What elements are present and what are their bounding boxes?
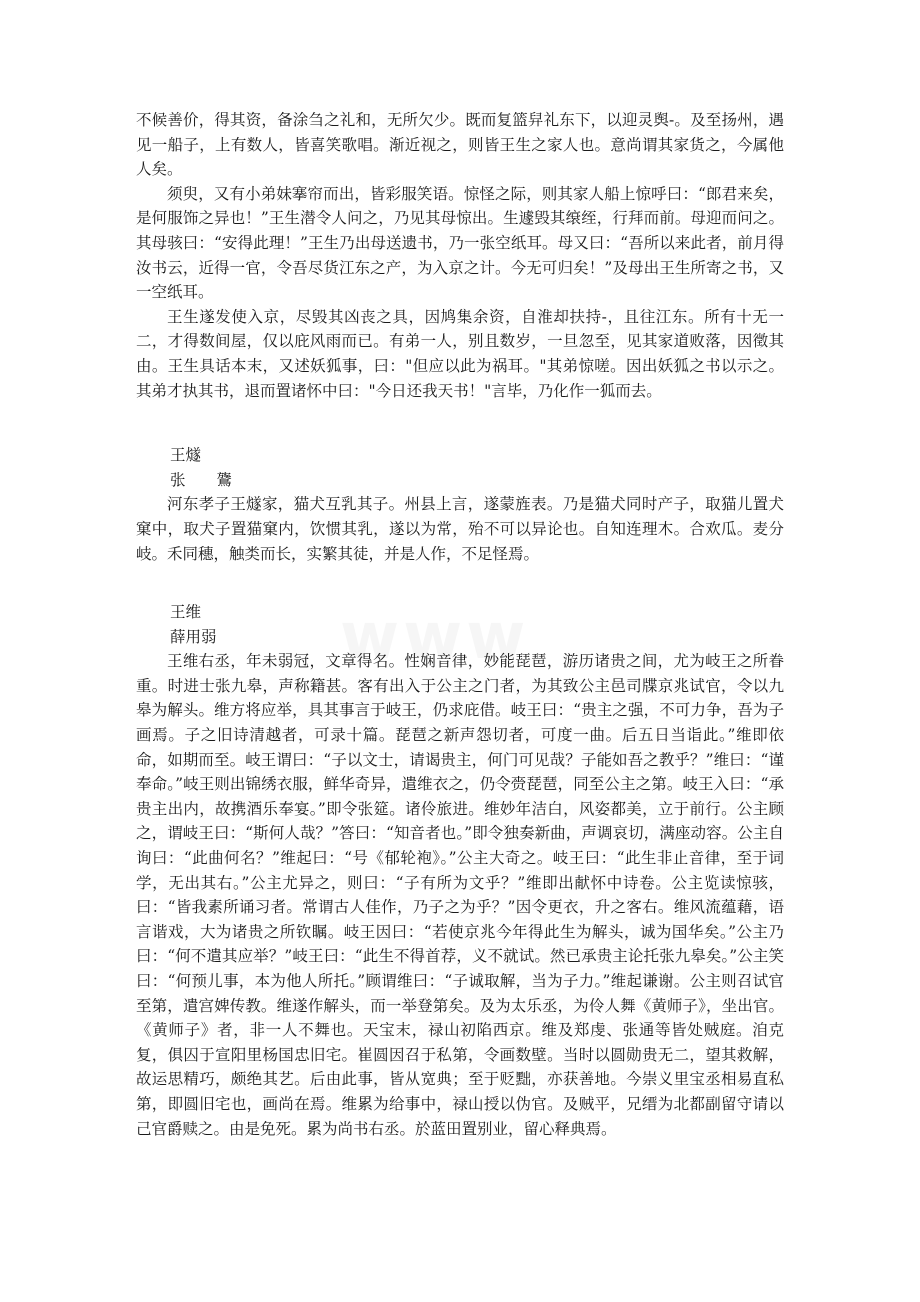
story2-author: 张 鷟: [170, 470, 233, 489]
story-wang-sui: [136, 443, 784, 566]
document-page: [136, 108, 784, 1141]
story-continuation: [136, 108, 784, 403]
story3-title: 王维: [170, 603, 202, 622]
story-wang-wei: [136, 600, 784, 1141]
story2-title: 王燧: [170, 446, 202, 465]
story1-paragraph-3: 王生遂发使入京，尽毁其凶丧之具，因鸠集余资，自淮却扶持-，且往江东。所有十无一二，才得数间屋，仅以庇风雨而已。有弟一人，别且数岁，一旦忽至，见其家道败落，因徵其由。王生具话本末，又述妖狐事，曰："但应以此为祸耳。"其弟惊嗟。因出妖狐之书以示之。其弟才执其书，退而置诸怀中曰："今日还我天书！"言毕，乃化作一狐而去。: [136, 307, 784, 400]
story1-paragraph-2: 须臾，又有小弟妹搴帘而出，皆彩服笑语。惊怪之际，则其家人船上惊呼曰：“郎君来矣，是何服饰之异也！”王生潜令人问之，乃见其母惊出。生遽毁其缞绖，行拜而前。母迎而问之。其母骇曰：“安得此理！”王生乃出母送遗书，乃一张空纸耳。母又曰：“吾所以来此者，前月得汝书云，近得一官，令吾尽货江东之产，为入京之计。今无可归矣！”及母出王生所寄之书，又一空纸耳。: [136, 184, 784, 302]
story3-author: 薛用弱: [170, 627, 217, 646]
story1-paragraph-1: 不候善价，得其资，备涂刍之礼和，无所欠少。既而复篮舁礼东下，以迎灵舆-。及至扬州，遇见一船子，上有数人，皆喜笑歌唱。渐近视之，则皆王生之家人也。意尚谓其家货之，今属他人矣。: [136, 111, 784, 179]
story2-paragraph-1: 河东孝子王燧家，猫犬互乳其子。州县上言，遂蒙旌表。乃是猫犬同时产子，取猫儿置犬窠中，取犬子置猫窠内，饮惯其乳，遂以为常，殆不可以异论也。自知连理木。合欢瓜。麦分岐。禾同穗，触类而长，实繁其徒，并是人作，不足怪焉。: [136, 495, 784, 563]
story3-paragraph-1: 王维右丞，年未弱冠，文章得名。性娴音律，妙能琵琶，游历诸贵之间，尤为岐王之所眷重。时进士张九皋，声称籍甚。客有出入于公主之门者，为其致公主邑司牒京兆试官，令以九皋为解头。维方将应举，具其事言于岐王，仍求庇借。岐王曰：“贵主之强，不可力争，吾为子画焉。子之旧诗清越者，可录十篇。琵琶之新声怨切者，可度一曲。后五日当诣此。”维即依命，如期而至。岐王谓曰：“子以文士，请谒贵主，何门可见哉？子能如吾之教乎？”维曰：“谨奉命。”岐王则出锦绣衣服，鲜华奇异，遣维衣之，仍令赍琵琶，同至公主之第。岐王入曰：“承贵主出内，故携酒乐奉宴。”即令张筵。诸伶旅进。维妙年洁白，风姿都美，立于前行。公主顾之，谓岐王曰：“斯何人哉？”答曰：“知音者也。”即令独奏新曲，声调哀切，满座动容。公主自询曰：“此曲何名？”维起曰：“号《郁轮袍》。”公主大奇之。岐王曰：“此生非止音律，至于词学，无出其右。”公主尤异之，则曰：“子有所为文乎？”维即出献怀中诗卷。公主览读惊骇，曰：“皆我素所诵习者。常谓古人佳作，乃子之为乎？”因令更衣，升之客右。维风流蕴藉，语言谐戏，大为诸贵之所钦瞩。岐王因曰：“若使京兆今年得此生为解头，诚为国华矣。”公主乃曰：“何不遣其应举？”岐王曰：“此生不得首荐，义不就试。然已承贵主论托张九皋矣。”公主笑曰：“何预儿事，本为他人所托。”顾谓维曰：“子诚取解，当为子力。”维起谦谢。公主则召试官至第，遣宫婢传教。维遂作解头，而一举登第矣。及为太乐丞，为伶人舞《黄师子》，坐出官。《黄师子》者，非一人不舞也。天宝末，禄山初陷西京。维及郑虔、张通等皆处贼庭。洎克复，俱囚于宣阳里杨国忠旧宅。崔圆因召于私第，令画数壁。当时以圆勋贵无二，望其救解，故运思精巧，颇绝其艺。后由此事，皆从宽典；至于贬黜，亦获善地。今崇义里宝丞相易直私第，即圆旧宅也，画尚在焉。维累为给事中，禄山授以伪官。及贼平，兄缙为北都副留守请以己官爵赎之。由是免死。累为尚书右丞。於蓝田置别业，留心释典焉。: [136, 652, 784, 1138]
